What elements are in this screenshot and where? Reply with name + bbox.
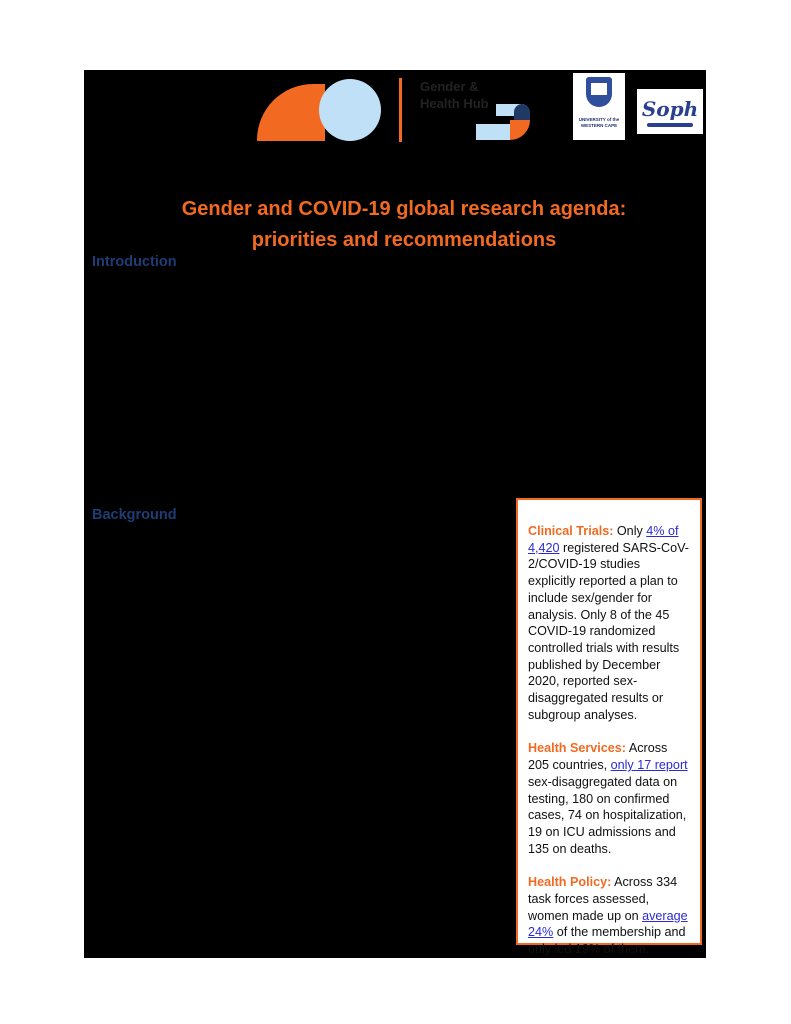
clinical-trials-paragraph: Clinical Trials: Only 4% of 4,420 registered SARS-CoV-2/COVID-19 studies explicitly reported a plan to include sex/gender for analysis. Only 8 of the 45 COVID-19 randomized controlled trials with results published by December 2020, reported sex-disaggregated results or subgroup analyses. — [528, 524, 690, 722]
health-policy-link[interactable]: average 24% — [528, 908, 688, 940]
clinical-trials-link[interactable]: 4% of 4,420 — [528, 524, 679, 555]
page-title — [144, 194, 664, 256]
uwc-logo-text: UNIVERSITY of the WESTERN CAPE — [578, 117, 620, 128]
title-line2: priorities and recommendations — [251, 229, 557, 251]
soph-logo-text: Soph — [641, 97, 699, 121]
logo-divider — [399, 78, 402, 142]
health-services-paragraph: Health Services: Across 205 countries, only 17 report sex-disaggregated data on testing, 180 on confirmed cases, 74 on hospitalization, 19 on ICU admissions and 135 on deaths. — [528, 741, 688, 856]
crest-icon — [586, 77, 612, 107]
introduction-heading: Introduction — [92, 254, 177, 270]
document-page — [84, 70, 706, 958]
health-services-label: Health Services: — [528, 741, 627, 756]
soph-logo — [637, 89, 703, 134]
background-heading: Background — [92, 507, 177, 523]
title-line1: Gender and COVID-19 global research agenda: — [181, 198, 627, 220]
logo-text-line1: Gender & — [420, 79, 479, 94]
swoosh-icon — [647, 123, 693, 127]
stats-sidebar — [516, 498, 702, 957]
logo-text-line2: Health Hub — [420, 96, 489, 111]
clinical-trials-label: Clinical Trials: — [528, 524, 614, 538]
health-policy-paragraph: Health Policy: Across 334 task forces assessed, women made up on average 24% of the membership and only led 19% of them. — [528, 875, 688, 957]
health-policy-label: Health Policy: — [528, 875, 612, 890]
health-services-link[interactable]: only 17 report — [610, 758, 688, 773]
orange-half-circle-icon — [257, 84, 325, 141]
uwc-logo — [573, 73, 625, 140]
blue-circle-icon — [319, 79, 381, 141]
logo-blocks-icon — [476, 100, 534, 142]
